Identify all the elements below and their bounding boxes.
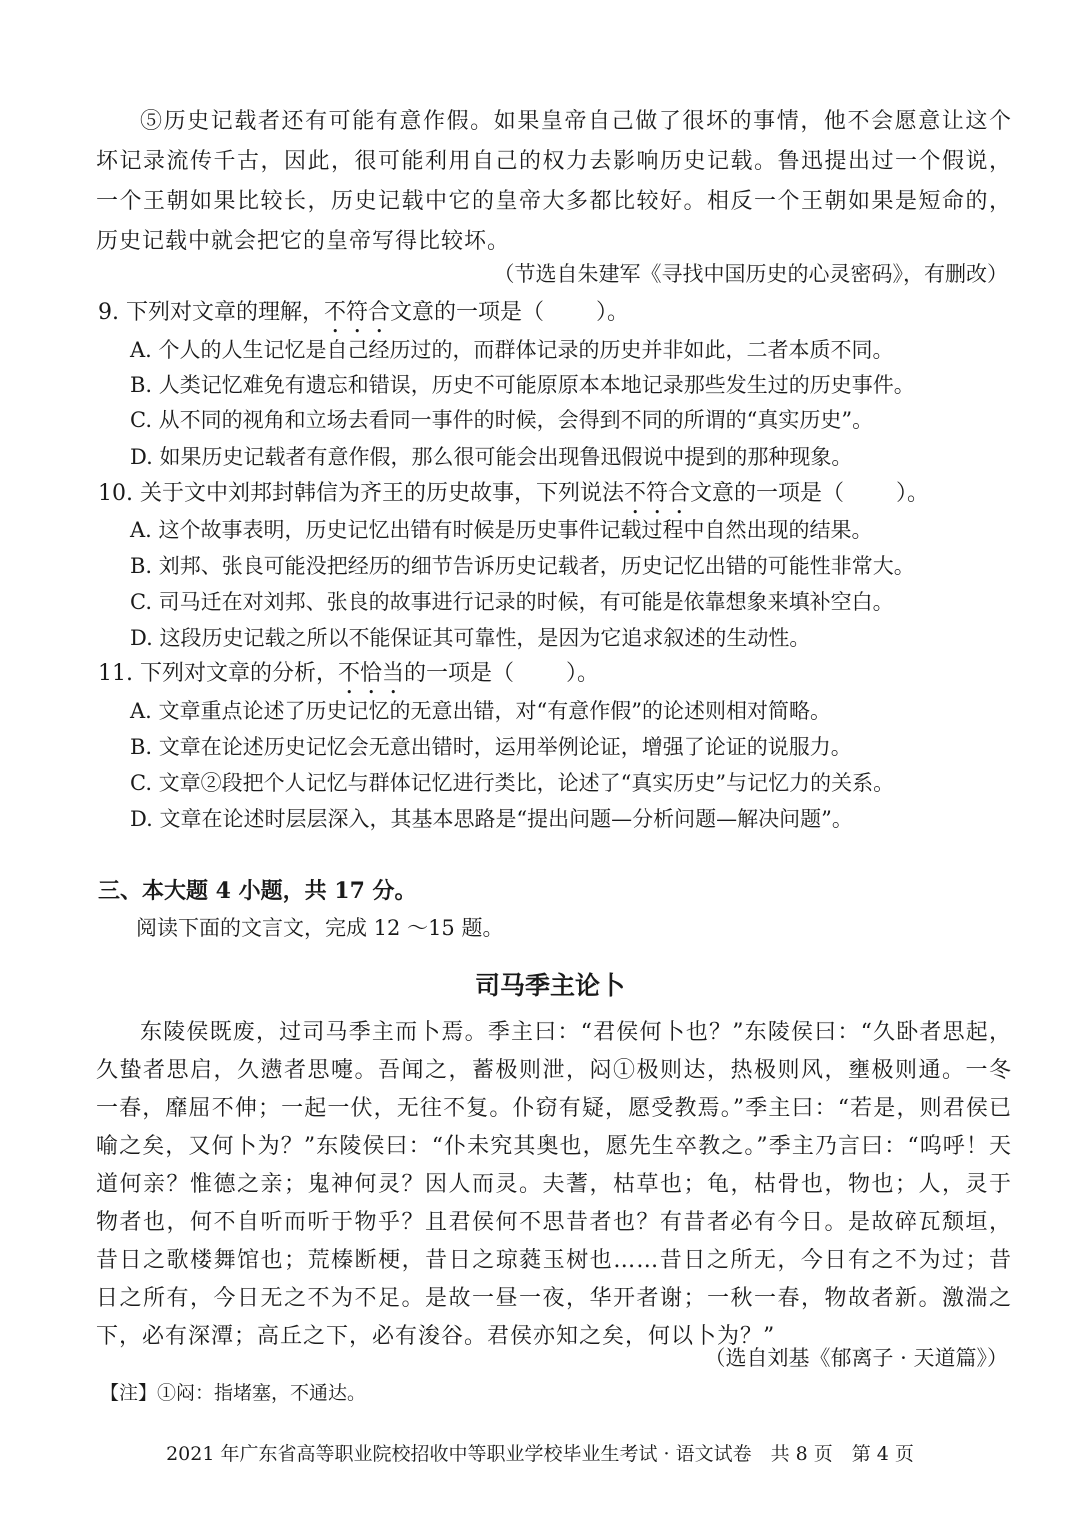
classical-text: 东陵侯既废，过司马季主而卜焉。季主曰：“君侯何卜也？”东陵侯曰：“久卧者思起，久蛰者思启，久懑者思嚏。吾闻之，蓄极则泄，闷①极则达，热极则风，壅极则通。一冬一春，靡屈不伸；一起一伏，无往不复。仆窃有疑，愿受教焉。”季主曰：“若是，则君侯已喻之矣，又何卜为？”东陵侯曰：“仆未究其奥也，愿先生卒教之。”季主乃言曰：“呜呼！天道何亲？惟德之亲；鬼神何灵？因人而灵。夫蓍，枯草也；龟，枯骨也，物也；人，灵于物者也，何不自听而听于物乎？且君侯何不思昔者也？有昔者必有今日。是故碎瓦颓垣，昔日之歌楼舞馆也；荒榛断梗，昔日之琼蕤玉树也……昔日之所无，今日有之不为过；昔日之所有，今日无之不为不足。是故一昼一夜，华开者谢；一秋一春，物故者新。激湍之下，必有深潭；高丘之下，必有浚谷。君侯亦知之矣，何以卜为？”	[96, 1020, 1012, 1349]
section-3-heading: 三、本大题 4 小题，共 17 分。	[98, 878, 417, 904]
emphasis-text: 不恰当	[337, 661, 404, 686]
emphasis-text: 不符合	[323, 300, 390, 325]
passage-source: （节选自朱建军《寻找中国历史的心灵密码》，有删改）	[493, 262, 1008, 286]
classical-text-title: 司马季主论卜	[474, 971, 625, 1000]
question-9-option-c: C. 从不同的视角和立场去看同一事件的时候，会得到不同的所谓的“真实历史”。	[130, 408, 874, 432]
classical-source: （选自刘基《郁离子 · 天道篇》）	[704, 1346, 1008, 1370]
footnote: 【注】①闷：指堵塞，不通达。	[100, 1382, 367, 1404]
question-9-stem: 9. 下列对文章的理解，不符合文意的一项是（ ）。	[98, 300, 630, 325]
question-10-option-d: D. 这段历史记载之所以不能保证其可靠性，是因为它追求叙述的生动性。	[130, 626, 811, 650]
section-3-instruction: 阅读下面的文言文，完成 12 ～15 题。	[136, 916, 504, 940]
question-11-option-b: B. 文章在论述历史记忆会无意出错时，运用举例论证，增强了论证的说服力。	[130, 735, 852, 759]
question-9-option-d: D. 如果历史记载者有意作假，那么很可能会出现鲁迅假说中提到的那种现象。	[130, 445, 853, 469]
question-10-stem: 10. 关于文中刘邦封韩信为齐王的历史故事，下列说法不符合文意的一项是（ ）。	[98, 481, 930, 506]
question-11-stem: 11. 下列对文章的分析，不恰当的一项是（ ）。	[98, 661, 600, 686]
page-footer: 2021 年广东省高等职业院校招收中等职业学校毕业生考试 · 语文试卷 共 8 页 第 4 页	[166, 1443, 914, 1465]
question-10-option-b: B. 刘邦、张良可能没把经历的细节告诉历史记载者，历史记忆出错的可能性非常大。	[130, 554, 915, 578]
question-11-option-a: A. 文章重点论述了历史记忆的无意出错，对“有意作假”的论述则相对简略。	[130, 699, 831, 723]
question-11-option-c: C. 文章②段把个人记忆与群体记忆进行类比，论述了“真实历史”与记忆力的关系。	[130, 771, 895, 795]
question-11-option-d: D. 文章在论述时层层深入，其基本思路是“提出问题—分析问题—解决问题”。	[130, 807, 853, 831]
emphasis-text: 不符合	[623, 481, 690, 506]
question-10-option-a: A. 这个故事表明，历史记忆出错有时候是历史事件记载过程中自然出现的结果。	[130, 518, 873, 542]
paragraph-text: ⑤历史记载者还有可能有意作假。如果皇帝自己做了很坏的事情，他不会愿意让这个坏记录流传千古，因此，很可能利用自己的权力去影响历史记载。鲁迅提出过一个假说，一个王朝如果比较长，历史记载中它的皇帝大多都比较好。相反一个王朝如果是短命的，历史记载中就会把它的皇帝写得比较坏。	[96, 109, 1012, 254]
classical-text-body	[96, 1014, 1012, 1356]
passage-paragraph-5	[96, 102, 1012, 262]
question-9-option-a: A. 个人的人生记忆是自己经历过的，而群体记录的历史并非如此，二者本质不同。	[130, 338, 894, 362]
question-10-option-c: C. 司马迁在对刘邦、张良的故事进行记录的时候，有可能是依靠想象来填补空白。	[130, 590, 894, 614]
question-9-option-b: B. 人类记忆难免有遗忘和错误，历史不可能原原本本地记录那些发生过的历史事件。	[130, 373, 915, 397]
